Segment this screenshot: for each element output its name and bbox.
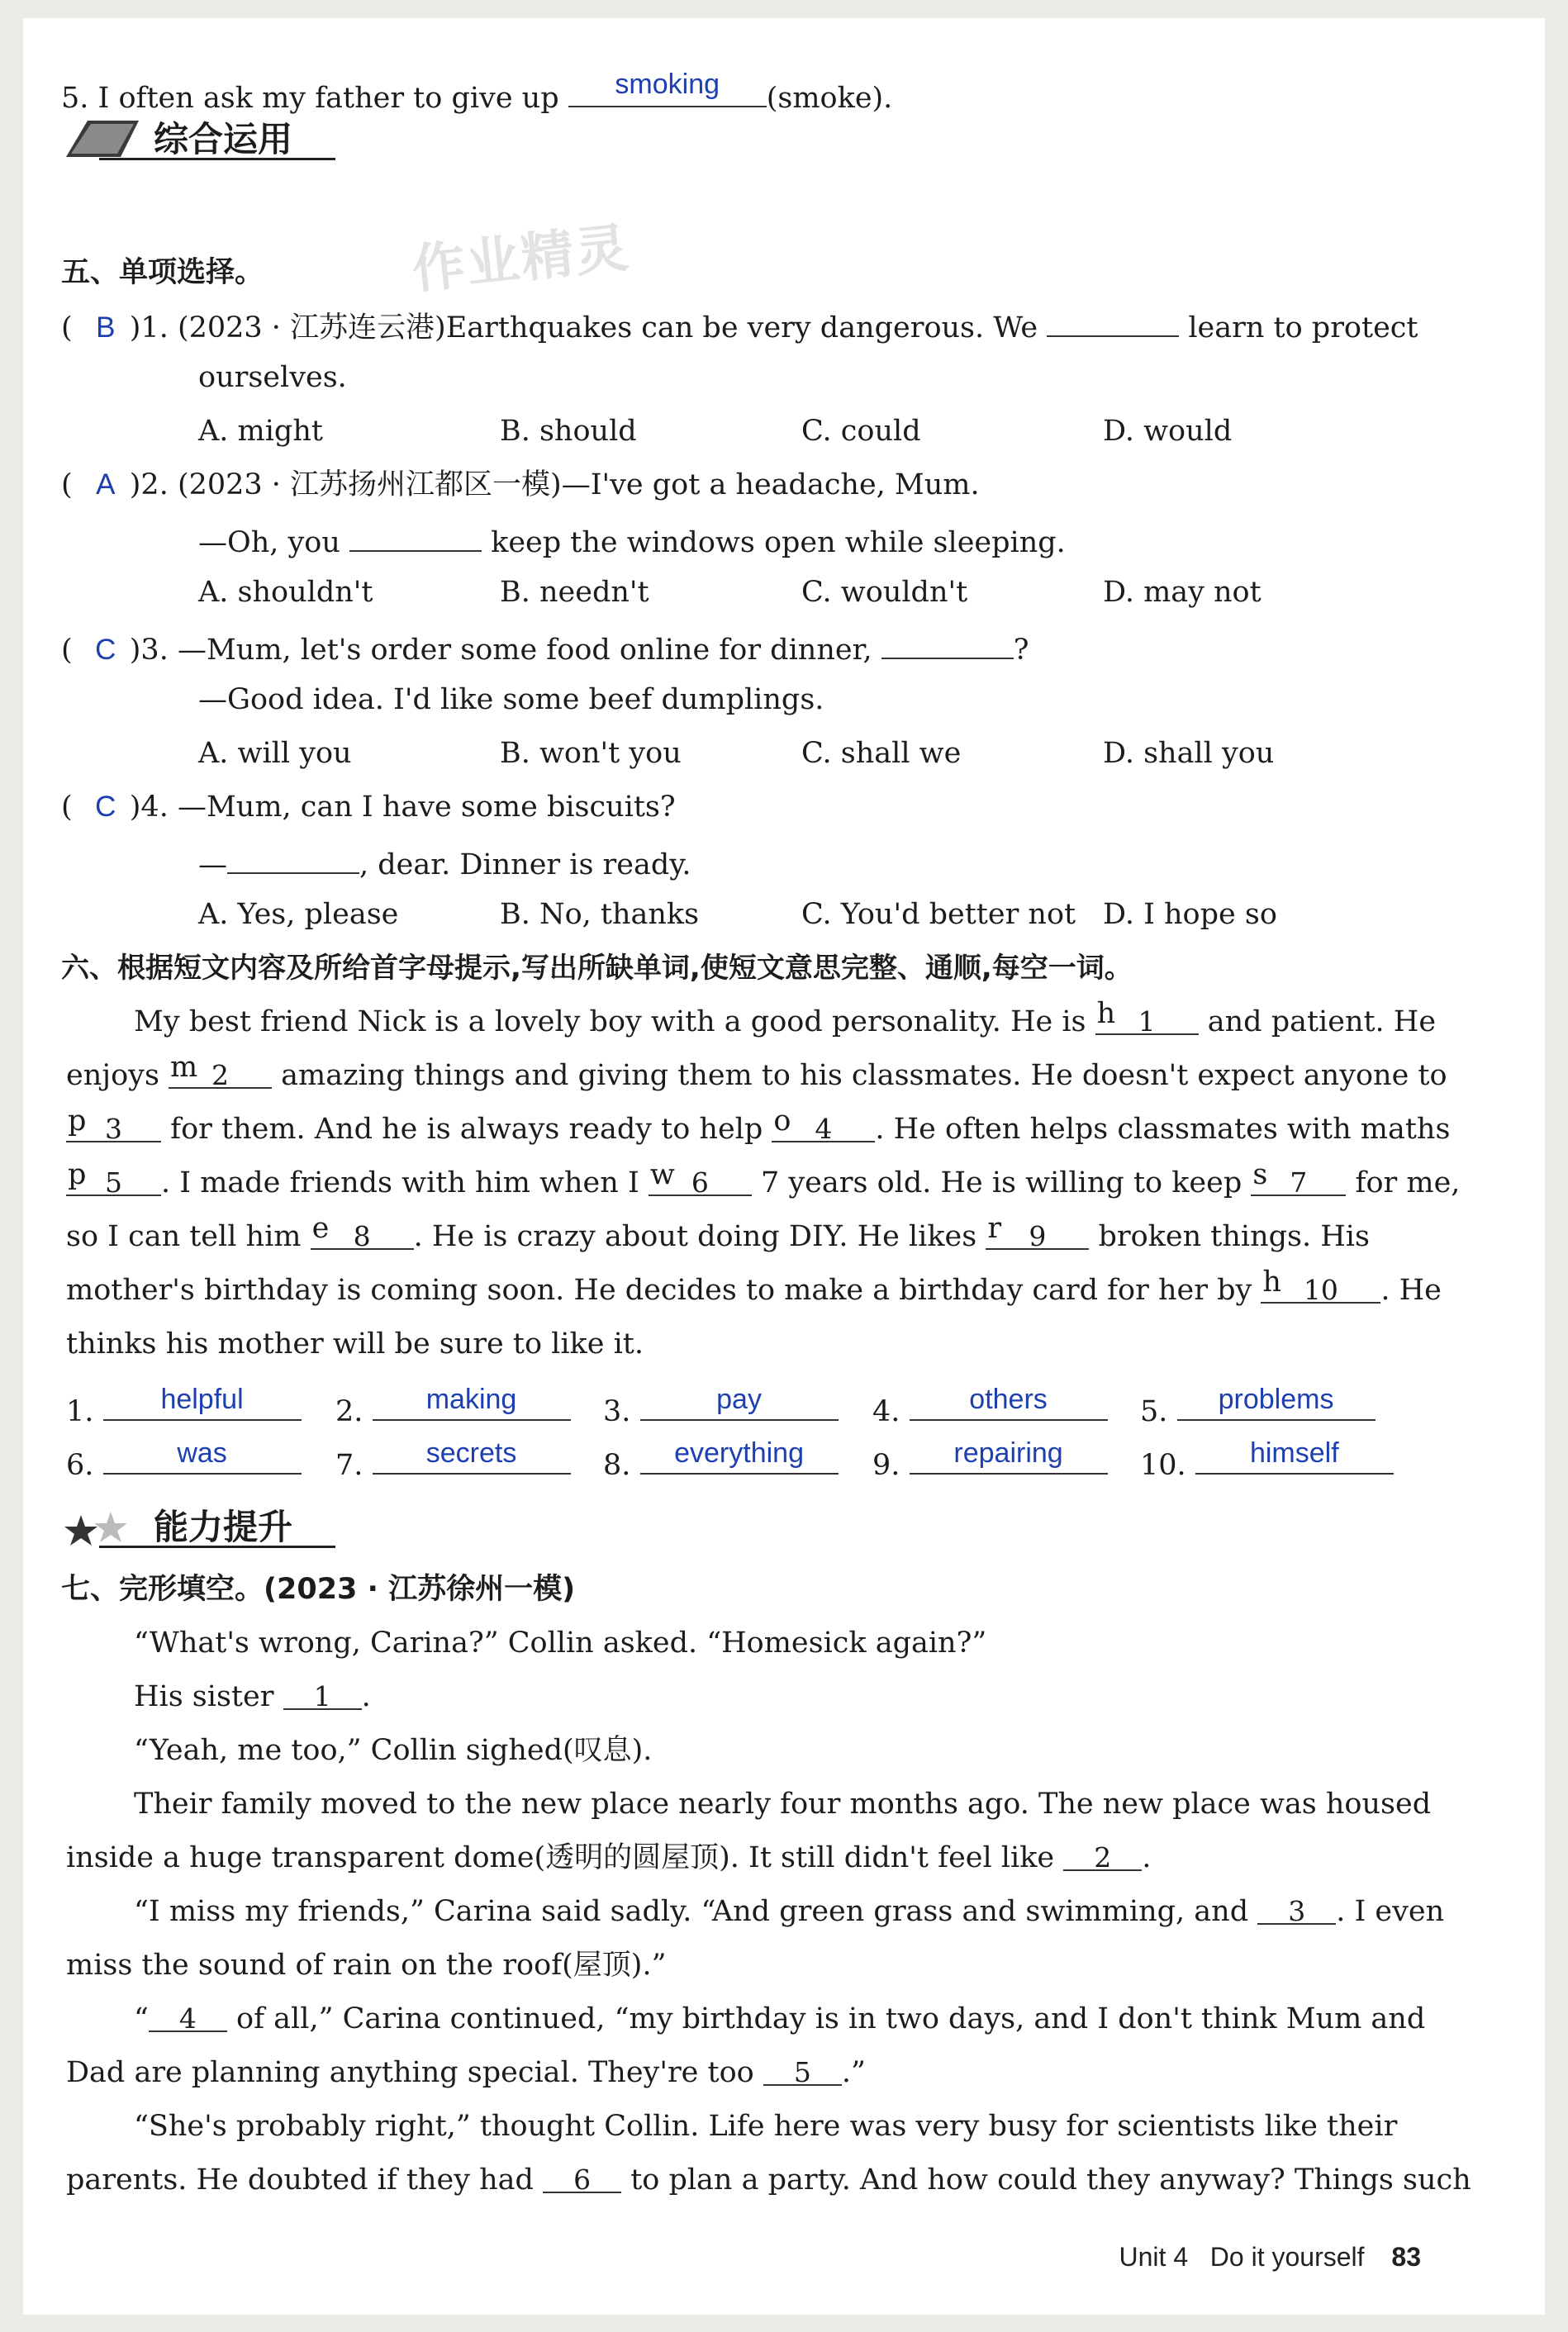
passage-line-4: p 5 . I made friends with him when I w 6 7 years old. He is willing to keep s 7 for me, xyxy=(68,1158,1461,1199)
section-header-ability xyxy=(63,1497,335,1555)
answer-item: 7. secrets xyxy=(335,1443,571,1482)
q4-line: ( C )4. —Mum, can I have some biscuits? xyxy=(61,791,676,824)
q2-line: ( A )2. (2023 · 江苏扬州江都区一模)—I've got a headache, Mum. xyxy=(61,468,980,501)
answer-item: 10. himself xyxy=(1140,1443,1394,1482)
cloze-line: “ 4 of all,” Carina continued, “my birthday is in two days, and I don't think Mum and xyxy=(134,2002,1426,2035)
cloze-line: Dad are planning anything special. They're too 5 .” xyxy=(66,2056,866,2089)
cloze-line: His sister 1 . xyxy=(134,1680,371,1713)
answer-item: 1. helpful xyxy=(66,1389,302,1428)
watermark-text: 作业精灵 xyxy=(409,217,633,302)
part6-title: 六、根据短文内容及所给首字母提示,写出所缺单词,使短文意思完整、通顺,每空一词。 xyxy=(61,952,1133,985)
cloze-line: parents. He doubted if they had 6 to plan a party. And how could they anyway? Things such xyxy=(66,2163,1471,2197)
unit-label: Unit 4 xyxy=(1119,2242,1189,2272)
passage-line-5: so I can tell him e 8 . He is crazy about doing DIY. He likes r 9 broken things. His xyxy=(66,1212,1370,1253)
q1-line: ( B )1. (2023 · 江苏连云港)Earthquakes can be very dangerous. We learn to protect xyxy=(61,306,1418,346)
cloze-line: “What's wrong, Carina?” Collin asked. “Homesick again?” xyxy=(134,1627,987,1660)
unit-title: Do it yourself xyxy=(1209,2242,1365,2272)
q3-line2: —Good idea. I'd like some beef dumplings. xyxy=(198,683,824,716)
cloze-line: miss the sound of rain on the roof(屋顶).” xyxy=(66,1949,667,1982)
passage-line-2: enjoys m 2 amazing things and giving them to his classmates. He doesn't expect anyone to xyxy=(66,1051,1447,1092)
answer-item: 5. problems xyxy=(1140,1389,1376,1428)
cloze-line: inside a huge transparent dome(透明的圆屋顶). It still didn't feel like 2 . xyxy=(66,1841,1152,1874)
cloze-line: “Yeah, me too,” Collin sighed(叹息). xyxy=(134,1734,653,1767)
section-header-comprehensive xyxy=(63,109,335,167)
answer-item: 8. everything xyxy=(603,1443,839,1482)
part5-title: 五、单项选择。 xyxy=(61,256,264,289)
cloze-line: Their family moved to the new place nearly four months ago. The new place was housed xyxy=(134,1788,1432,1821)
q5-blank: smoking xyxy=(568,76,767,107)
answer-item: 6. was xyxy=(66,1443,302,1482)
q1-cont: ourselves. xyxy=(198,361,347,394)
answer-item: 2. making xyxy=(335,1389,571,1428)
workbook-page: 5. I often ask my father to give up smoking (smoke). 综合运用 作业精灵 五、单项选择。 ( B )1. (2023 · 江苏连云港)Earthquakes can be very dangerous. We learn to protect ourselves. A. might B. should C. could D. would ( A )2. (2023 · 江苏扬州江都区一模)—I've got a headache, Mum. —Oh, you keep the windows open while sleeping. A. shouldn't B. needn't C. wouldn't D. may not ( C )3. —Mum, let's order some food online for dinner, ? —Good idea. I'd like some beef dumplings. A. will you B. won't you C. shall we D. shall you ( C )4. —Mum, can I have some biscuits? — , dear. Dinner is ready. A. Yes, please B. No, thanks C. You'd better not D. I hope so 六、根据短文内容及所给首字母提示,写出所缺单词,使短文意思完整、通顺,每空一词。 My best friend Nick is a lovely boy with a good personality. He is h 1 and patient. He enjoys m 2 amazing things and giving them to his classmates. He doesn't expect anyone to p 3 for them. And he is always ready to help o 4 . He often helps classmates with maths p 5 . I made friends with him when I w 6 7 years old. He is willing to keep s 7 for me, so I can tell him e 8 . He is crazy about doing DIY. He likes r 9 broken things. His mother's birthday is coming soon. He decides to make a birthday card for her by h 10 . He thinks his mother will be sure to like it. 1. helpful 2. making 3. pay 4. others 5. problems 6. was 7. secrets 8. everything 9. repairing 10. himself 能力提升 七、完形填空。(2023 · 江苏徐州一模) “What's wrong, Carina?” Collin asked. “Homesick again?” His sister 1 . “Yeah, me too,” Collin sighed(叹息). Their family moved to the new place nearly four months ago. The new place was housed inside a huge transparent dome(透明的圆屋顶). It still didn't feel like 2 . “I miss my friends,” Carina said sadly. “And green grass and swimming, and 3 . I even miss the sound of rain on the roof(屋顶).” “ 4 of all,” Carina continued, “my birthday is in two days, and I don't think Mum and Dad are planning anything special. They're too 5 .” “She's probably right,” thought Collin. Life here was very busy for scientists like their parents. He doubted if they had 6 to plan a party. And how could they anyway? Things such Unit 4 Do it yourself 83 xyxy=(23,18,1545,2315)
passage-line-1: My best friend Nick is a lovely boy with a good personality. He is h 1 and patient. He xyxy=(134,997,1437,1038)
section-title: 能力提升 xyxy=(154,1507,293,1547)
passage-line-7: thinks his mother will be sure to like it. xyxy=(66,1327,644,1361)
answer-item: 9. repairing xyxy=(872,1443,1108,1482)
passage-line-3: p 3 for them. And he is always ready to help o 4 . He often helps classmates with maths xyxy=(68,1104,1451,1146)
q3-line: ( C )3. —Mum, let's order some food online for dinner, ? xyxy=(61,628,1029,668)
section-title: 综合运用 xyxy=(154,119,293,159)
q5-line: 5. I often ask my father to give up smoking (smoke). xyxy=(61,69,893,115)
passage-line-6: mother's birthday is coming soon. He decides to make a birthday card for her by h 10 . He xyxy=(66,1266,1442,1307)
page-footer xyxy=(1119,2242,1421,2273)
page-number: 83 xyxy=(1391,2242,1421,2272)
answer-item: 4. others xyxy=(872,1389,1108,1428)
cloze-line: “She's probably right,” thought Collin. Life here was very busy for scientists like their xyxy=(134,2110,1398,2143)
cloze-line: “I miss my friends,” Carina said sadly. “And green grass and swimming, and 3 . I even xyxy=(134,1895,1445,1928)
q4-line2: — , dear. Dinner is ready. xyxy=(198,843,691,883)
part7-title: 七、完形填空。(2023 · 江苏徐州一模) xyxy=(61,1573,576,1606)
answer-item: 3. pay xyxy=(603,1389,839,1428)
q2-line2: —Oh, you keep the windows open while sleeping. xyxy=(198,520,1066,561)
